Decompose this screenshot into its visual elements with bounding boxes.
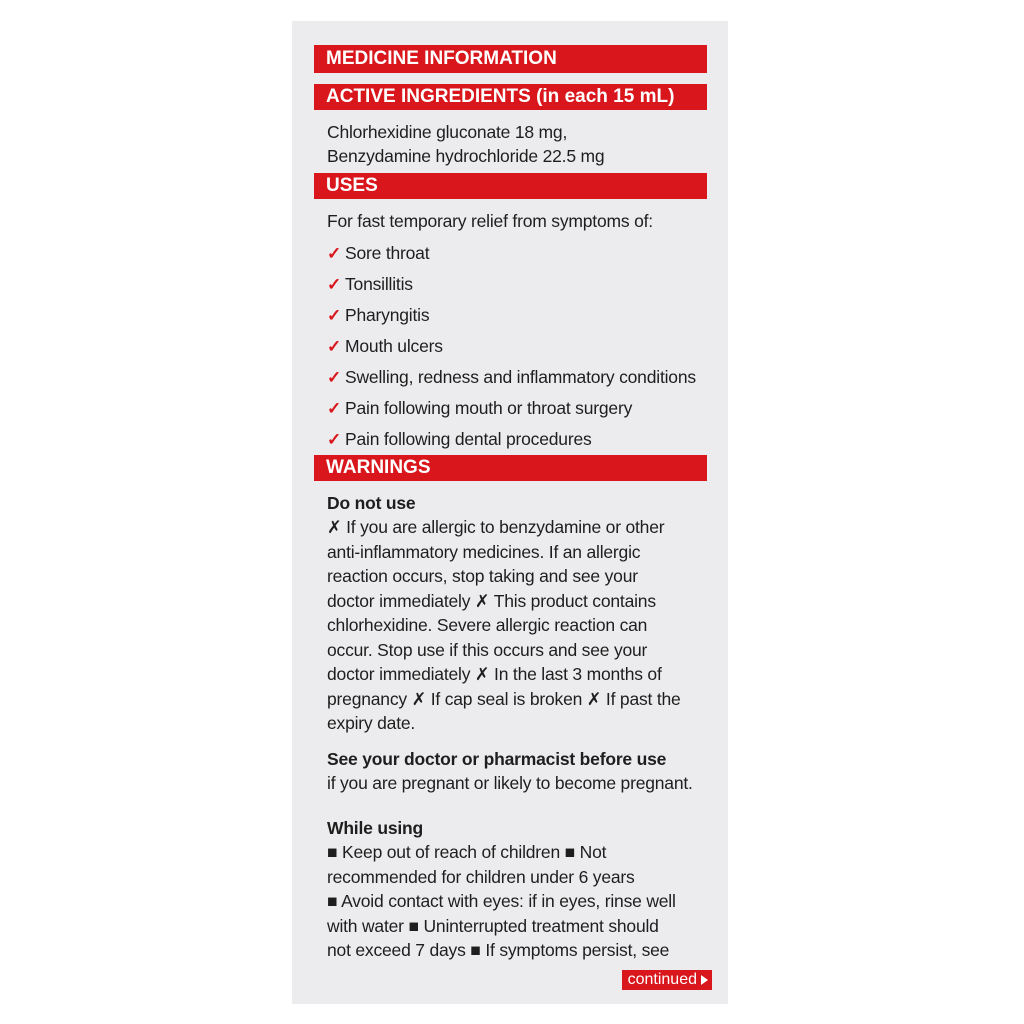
see-doctor-heading: See your doctor or pharmacist before use [327, 749, 667, 769]
do-not-use-line: anti-inflammatory medicines. If an allergic [327, 542, 641, 562]
uses-list [327, 238, 696, 455]
while-using-line: recommended for children under 6 years [327, 867, 635, 887]
do-not-use-line: ✗ If you are allergic to benzydamine or other [327, 517, 665, 537]
check-icon: ✓ [327, 306, 342, 325]
do-not-use-line: doctor immediately ✗ This product contains [327, 591, 656, 611]
medicine-info-panel [292, 21, 728, 1004]
check-icon: ✓ [327, 275, 342, 294]
do-not-use-line: expiry date. [327, 713, 416, 733]
medicine-information-header: MEDICINE INFORMATION [314, 45, 707, 73]
warnings-header: WARNINGS [314, 455, 707, 481]
list-item: ✓ Sore throat [327, 238, 696, 269]
see-doctor-text: if you are pregnant or likely to become pregnant. [327, 773, 693, 793]
do-not-use-line: chlorhexidine. Severe allergic reaction can [327, 615, 648, 635]
do-not-use-line: occur. Stop use if this occurs and see your [327, 640, 648, 660]
list-item: ✓ Pain following dental procedures [327, 424, 696, 455]
uses-intro: For fast temporary relief from symptoms of: [327, 211, 653, 231]
uses-header: USES [314, 173, 707, 199]
continued-badge [622, 970, 712, 990]
active-ingredient-line: Chlorhexidine gluconate 18 mg, [327, 122, 568, 142]
while-using-line: ■ Keep out of reach of children ■ Not [327, 842, 607, 862]
check-icon: ✓ [327, 399, 342, 418]
while-using-line: ■ Avoid contact with eyes: if in eyes, rinse well [327, 891, 676, 911]
list-item: ✓ Swelling, redness and inflammatory conditions [327, 362, 696, 393]
do-not-use-line: pregnancy ✗ If cap seal is broken ✗ If past the [327, 689, 681, 709]
check-icon: ✓ [327, 430, 342, 449]
list-item: ✓ Mouth ulcers [327, 331, 696, 362]
check-icon: ✓ [327, 244, 342, 263]
do-not-use-line: reaction occurs, stop taking and see your [327, 566, 638, 586]
arrow-right-icon [701, 975, 708, 985]
do-not-use-heading: Do not use [327, 493, 416, 513]
list-item: ✓ Pain following mouth or throat surgery [327, 393, 696, 424]
while-using-line: with water ■ Uninterrupted treatment should [327, 916, 659, 936]
list-item: ✓ Pharyngitis [327, 300, 696, 331]
check-icon: ✓ [327, 368, 342, 387]
do-not-use-line: doctor immediately ✗ In the last 3 months of [327, 664, 662, 684]
active-ingredient-line: Benzydamine hydrochloride 22.5 mg [327, 146, 605, 166]
continued-label: continued [627, 971, 697, 988]
while-using-heading: While using [327, 818, 423, 838]
active-ingredients-header: ACTIVE INGREDIENTS (in each 15 mL) [314, 84, 707, 110]
while-using-line: not exceed 7 days ■ If symptoms persist, see [327, 940, 670, 960]
check-icon: ✓ [327, 337, 342, 356]
list-item: ✓ Tonsillitis [327, 269, 696, 300]
